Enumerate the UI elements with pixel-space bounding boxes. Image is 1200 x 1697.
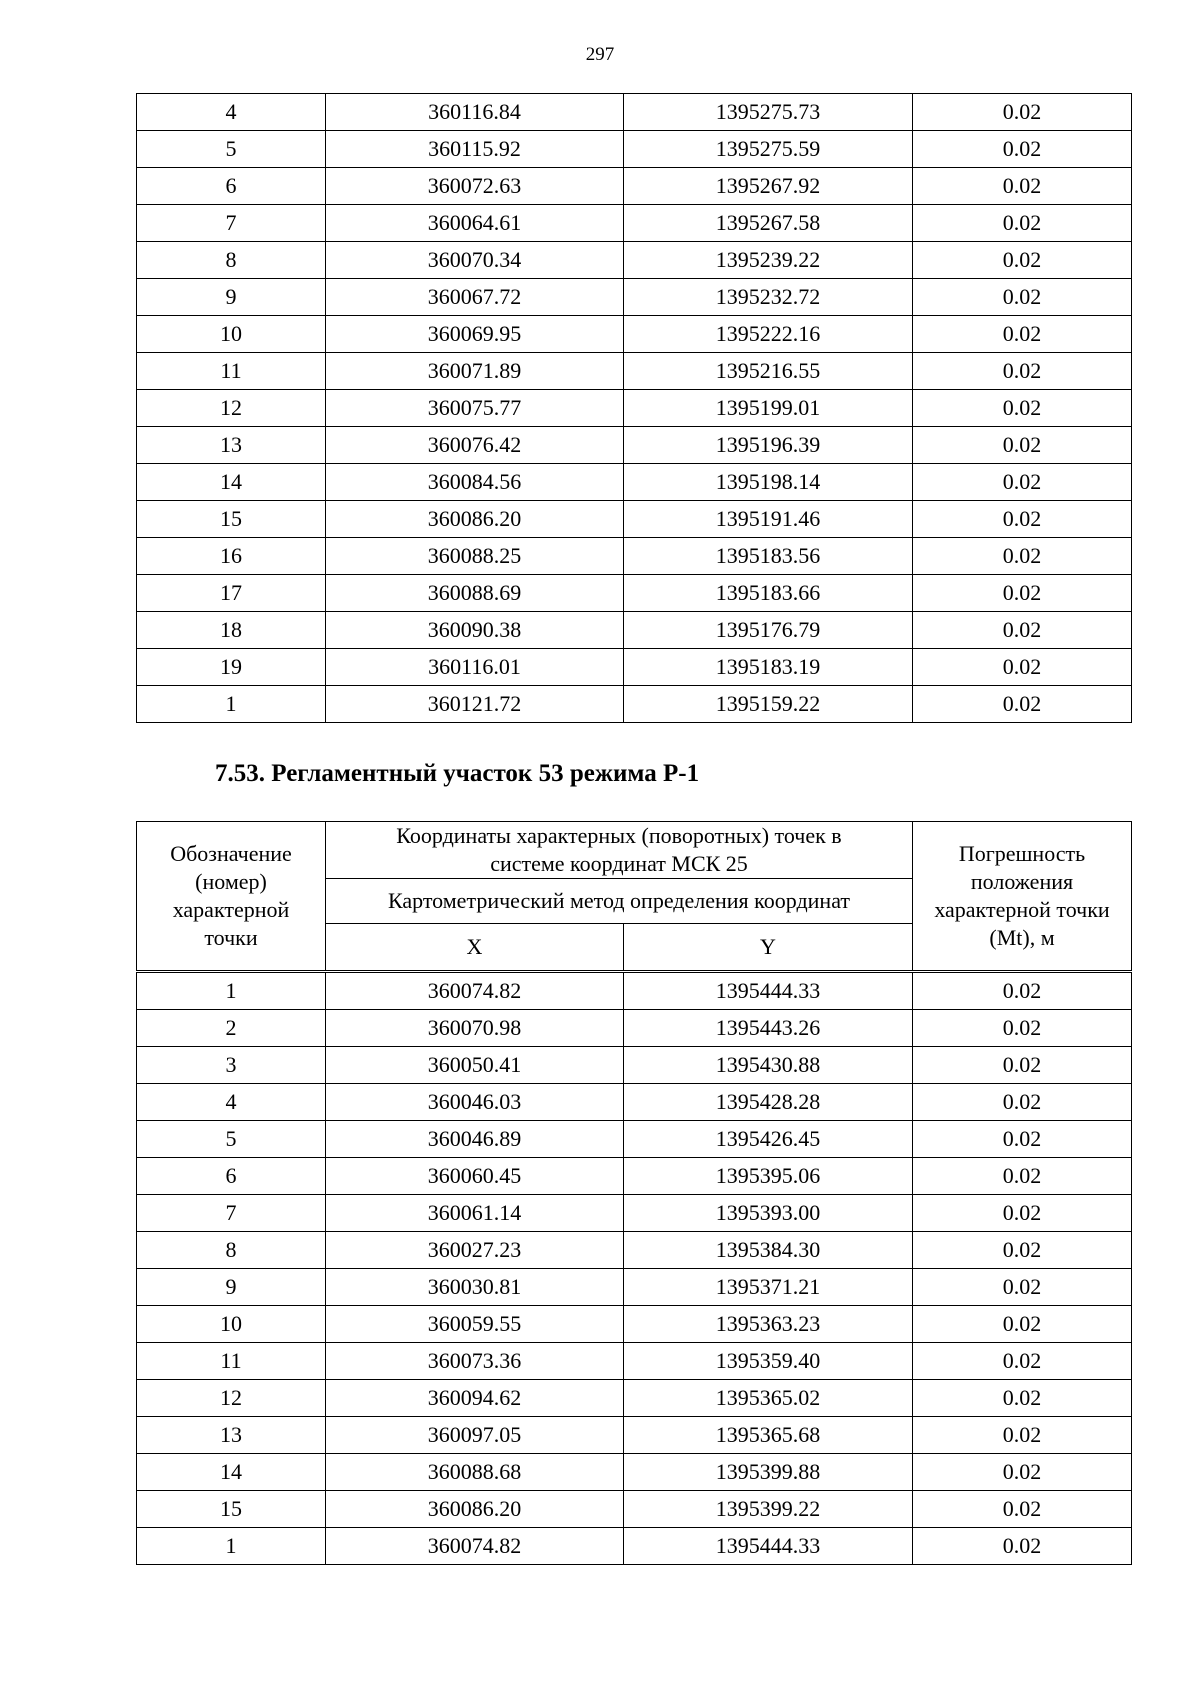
cell-error: 0.02 <box>913 464 1132 501</box>
cell-x: 360088.68 <box>326 1454 624 1491</box>
cell-y: 1395267.92 <box>624 168 913 205</box>
header-error-line: (Mt), м <box>989 925 1055 950</box>
cell-error: 0.02 <box>913 1121 1132 1158</box>
table-row <box>137 94 1132 131</box>
cell-x: 360072.63 <box>326 168 624 205</box>
cell-point-number: 6 <box>137 1158 326 1195</box>
header-point-line: (номер) <box>195 869 267 894</box>
cell-error: 0.02 <box>913 1158 1132 1195</box>
cell-y: 1395275.73 <box>624 94 913 131</box>
cell-x: 360070.34 <box>326 242 624 279</box>
cell-x: 360097.05 <box>326 1417 624 1454</box>
table-row <box>137 279 1132 316</box>
cell-error: 0.02 <box>913 686 1132 723</box>
table-row <box>137 1454 1132 1491</box>
cell-point-number: 7 <box>137 1195 326 1232</box>
table-row <box>137 1047 1132 1084</box>
cell-point-number: 12 <box>137 1380 326 1417</box>
cell-x: 360074.82 <box>326 1528 624 1565</box>
cell-y: 1395430.88 <box>624 1047 913 1084</box>
table-row <box>137 649 1132 686</box>
table-row <box>137 242 1132 279</box>
cell-y: 1395363.23 <box>624 1306 913 1343</box>
cell-x: 360069.95 <box>326 316 624 353</box>
cell-point-number: 17 <box>137 575 326 612</box>
cell-x: 360071.89 <box>326 353 624 390</box>
table-row <box>137 972 1132 1010</box>
table-row <box>137 1491 1132 1528</box>
table-row <box>137 538 1132 575</box>
cell-error: 0.02 <box>913 390 1132 427</box>
cell-error: 0.02 <box>913 612 1132 649</box>
table-header <box>137 822 1132 972</box>
cell-y: 1395359.40 <box>624 1343 913 1380</box>
cell-error: 0.02 <box>913 316 1132 353</box>
cell-error: 0.02 <box>913 427 1132 464</box>
header-coordinates-line: Координаты характерных (поворотных) точек в <box>396 823 842 848</box>
table-row <box>137 390 1132 427</box>
cell-point-number: 5 <box>137 1121 326 1158</box>
cell-error: 0.02 <box>913 1528 1132 1565</box>
table-body <box>137 94 1132 723</box>
cell-y: 1395216.55 <box>624 353 913 390</box>
coordinates-table <box>136 821 1132 1565</box>
page-number: 297 <box>585 44 615 65</box>
cell-point-number: 14 <box>137 1454 326 1491</box>
cell-y: 1395426.45 <box>624 1121 913 1158</box>
cell-y: 1395232.72 <box>624 279 913 316</box>
cell-y: 1395399.22 <box>624 1491 913 1528</box>
cell-error: 0.02 <box>913 1343 1132 1380</box>
cell-x: 360067.72 <box>326 279 624 316</box>
cell-x: 360088.25 <box>326 538 624 575</box>
table-row <box>137 1380 1132 1417</box>
cell-error: 0.02 <box>913 353 1132 390</box>
cell-x: 360088.69 <box>326 575 624 612</box>
cell-point-number: 5 <box>137 131 326 168</box>
cell-error: 0.02 <box>913 94 1132 131</box>
cell-error: 0.02 <box>913 1084 1132 1121</box>
cell-point-number: 4 <box>137 1084 326 1121</box>
cell-error: 0.02 <box>913 131 1132 168</box>
cell-point-number: 14 <box>137 464 326 501</box>
cell-y: 1395159.22 <box>624 686 913 723</box>
cell-x: 360116.84 <box>326 94 624 131</box>
cell-x: 360121.72 <box>326 686 624 723</box>
cell-error: 0.02 <box>913 649 1132 686</box>
cell-y: 1395199.01 <box>624 390 913 427</box>
cell-y: 1395198.14 <box>624 464 913 501</box>
table-row <box>137 316 1132 353</box>
cell-error: 0.02 <box>913 1269 1132 1306</box>
cell-y: 1395183.56 <box>624 538 913 575</box>
cell-point-number: 13 <box>137 1417 326 1454</box>
cell-point-number: 8 <box>137 242 326 279</box>
cell-error: 0.02 <box>913 1454 1132 1491</box>
cell-error: 0.02 <box>913 1306 1132 1343</box>
cell-y: 1395444.33 <box>624 1528 913 1565</box>
cell-x: 360116.01 <box>326 649 624 686</box>
cell-point-number: 6 <box>137 168 326 205</box>
cell-error: 0.02 <box>913 279 1132 316</box>
cell-point-number: 1 <box>137 686 326 723</box>
cell-y: 1395371.21 <box>624 1269 913 1306</box>
cell-y: 1395428.28 <box>624 1084 913 1121</box>
table-row <box>137 1084 1132 1121</box>
cell-x: 360086.20 <box>326 1491 624 1528</box>
cell-y: 1395183.19 <box>624 649 913 686</box>
cell-error: 0.02 <box>913 1491 1132 1528</box>
cell-x: 360094.62 <box>326 1380 624 1417</box>
header-point-line: Обозначение <box>170 841 292 866</box>
table-row <box>137 612 1132 649</box>
cell-error: 0.02 <box>913 1010 1132 1047</box>
table-row <box>137 501 1132 538</box>
table-row <box>137 1121 1132 1158</box>
cell-x: 360076.42 <box>326 427 624 464</box>
cell-point-number: 4 <box>137 94 326 131</box>
cell-x: 360050.41 <box>326 1047 624 1084</box>
header-point-line: характерной <box>172 897 290 922</box>
table-row <box>137 686 1132 723</box>
table-row <box>137 353 1132 390</box>
cell-x: 360073.36 <box>326 1343 624 1380</box>
cell-point-number: 3 <box>137 1047 326 1084</box>
cell-y: 1395267.58 <box>624 205 913 242</box>
cell-error: 0.02 <box>913 1232 1132 1269</box>
cell-error: 0.02 <box>913 242 1132 279</box>
header-error-line: положения <box>970 869 1074 894</box>
cell-point-number: 10 <box>137 316 326 353</box>
cell-x: 360115.92 <box>326 131 624 168</box>
header-method: Картометрический метод определения координат <box>326 879 913 924</box>
header-coordinates <box>326 822 913 879</box>
cell-x: 360046.03 <box>326 1084 624 1121</box>
cell-point-number: 18 <box>137 612 326 649</box>
cell-point-number: 9 <box>137 279 326 316</box>
cell-error: 0.02 <box>913 168 1132 205</box>
cell-point-number: 15 <box>137 1491 326 1528</box>
cell-point-number: 12 <box>137 390 326 427</box>
header-coordinates-line: системе координат МСК 25 <box>490 851 748 876</box>
header-x: X <box>326 924 624 972</box>
header-point-designation <box>137 822 326 972</box>
table-row <box>137 575 1132 612</box>
cell-y: 1395444.33 <box>624 972 913 1010</box>
cell-error: 0.02 <box>913 1047 1132 1084</box>
cell-point-number: 1 <box>137 972 326 1010</box>
table-row <box>137 1232 1132 1269</box>
cell-point-number: 2 <box>137 1010 326 1047</box>
cell-x: 360046.89 <box>326 1121 624 1158</box>
cell-point-number: 11 <box>137 1343 326 1380</box>
cell-y: 1395275.59 <box>624 131 913 168</box>
cell-error: 0.02 <box>913 1417 1132 1454</box>
table-row <box>137 1528 1132 1565</box>
table-row <box>137 464 1132 501</box>
table-row <box>137 1417 1132 1454</box>
cell-y: 1395183.66 <box>624 575 913 612</box>
header-error-line: Погрешность <box>958 841 1086 866</box>
cell-y: 1395395.06 <box>624 1158 913 1195</box>
cell-y: 1395239.22 <box>624 242 913 279</box>
cell-y: 1395191.46 <box>624 501 913 538</box>
cell-x: 360074.82 <box>326 972 624 1010</box>
table-row <box>137 1195 1132 1232</box>
cell-x: 360090.38 <box>326 612 624 649</box>
cell-x: 360075.77 <box>326 390 624 427</box>
cell-error: 0.02 <box>913 538 1132 575</box>
cell-x: 360084.56 <box>326 464 624 501</box>
cell-y: 1395443.26 <box>624 1010 913 1047</box>
cell-y: 1395365.68 <box>624 1417 913 1454</box>
cell-x: 360064.61 <box>326 205 624 242</box>
cell-error: 0.02 <box>913 575 1132 612</box>
cell-error: 0.02 <box>913 205 1132 242</box>
table-row <box>137 131 1132 168</box>
cell-point-number: 8 <box>137 1232 326 1269</box>
table-row <box>137 1269 1132 1306</box>
table-row <box>137 168 1132 205</box>
cell-point-number: 13 <box>137 427 326 464</box>
cell-y: 1395176.79 <box>624 612 913 649</box>
header-error-line: характерной точки <box>934 897 1110 922</box>
cell-y: 1395384.30 <box>624 1232 913 1269</box>
table-body <box>137 972 1132 1565</box>
cell-point-number: 1 <box>137 1528 326 1565</box>
cell-point-number: 11 <box>137 353 326 390</box>
cell-y: 1395393.00 <box>624 1195 913 1232</box>
cell-y: 1395196.39 <box>624 427 913 464</box>
cell-x: 360059.55 <box>326 1306 624 1343</box>
section-heading: 7.53. Регламентный участок 53 режима Р-1 <box>215 760 700 787</box>
cell-error: 0.02 <box>913 1195 1132 1232</box>
cell-point-number: 10 <box>137 1306 326 1343</box>
cell-x: 360027.23 <box>326 1232 624 1269</box>
cell-y: 1395365.02 <box>624 1380 913 1417</box>
table-row <box>137 1306 1132 1343</box>
cell-y: 1395399.88 <box>624 1454 913 1491</box>
header-y: Y <box>624 924 913 972</box>
cell-point-number: 15 <box>137 501 326 538</box>
cell-point-number: 7 <box>137 205 326 242</box>
table-row <box>137 1343 1132 1380</box>
cell-error: 0.02 <box>913 1380 1132 1417</box>
cell-point-number: 9 <box>137 1269 326 1306</box>
header-error <box>913 822 1132 972</box>
header-point-line: точки <box>204 925 258 950</box>
cell-x: 360030.81 <box>326 1269 624 1306</box>
table-row <box>137 205 1132 242</box>
cell-y: 1395222.16 <box>624 316 913 353</box>
cell-point-number: 16 <box>137 538 326 575</box>
cell-x: 360086.20 <box>326 501 624 538</box>
table-row <box>137 1158 1132 1195</box>
table-row <box>137 1010 1132 1047</box>
cell-error: 0.02 <box>913 501 1132 538</box>
cell-x: 360061.14 <box>326 1195 624 1232</box>
cell-x: 360060.45 <box>326 1158 624 1195</box>
coordinates-table-continuation <box>136 93 1132 723</box>
cell-point-number: 19 <box>137 649 326 686</box>
table-row <box>137 427 1132 464</box>
cell-error: 0.02 <box>913 972 1132 1010</box>
cell-x: 360070.98 <box>326 1010 624 1047</box>
